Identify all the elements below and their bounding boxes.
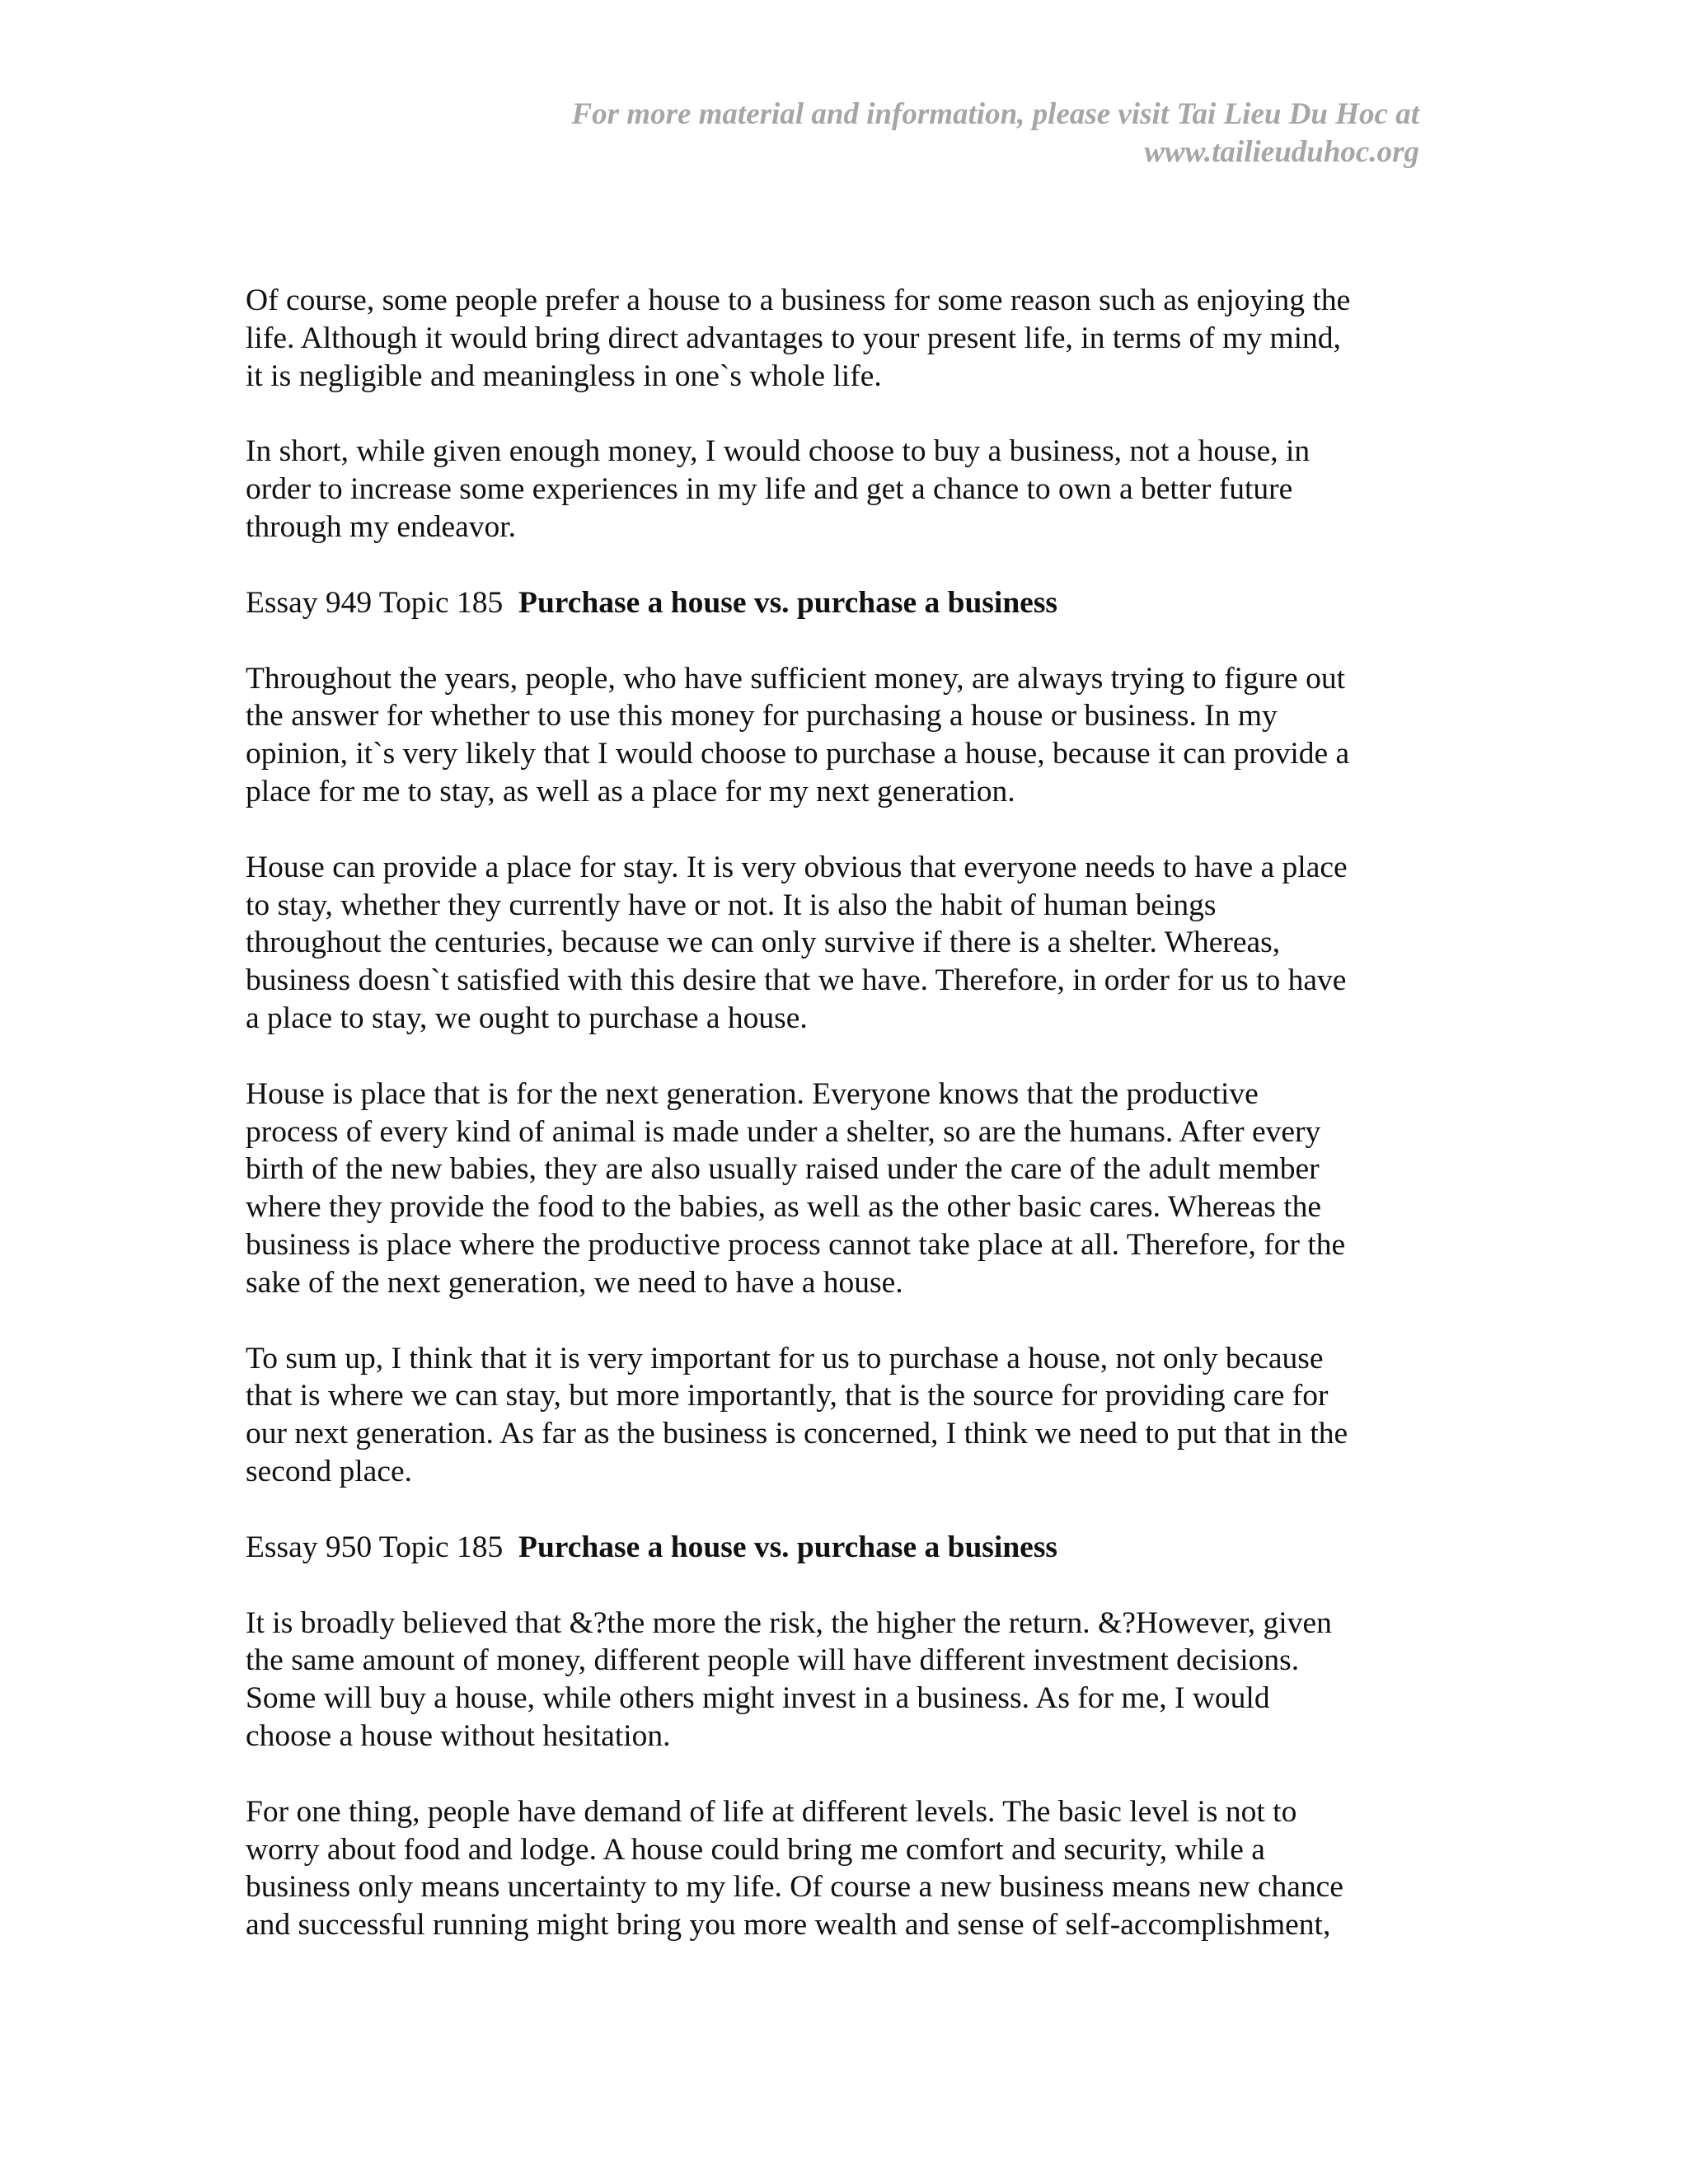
text-line: throughout the centuries, because we can only survive if there is a shelter. Whereas, [246,926,1281,960]
text-line: business is place where the productive process cannot take place at all. Therefore, for the [246,1227,1346,1262]
paragraph [246,282,1449,395]
text-line: and successful running might bring you more wealth and sense of self-accomplishment, [246,1908,1331,1943]
essay-heading [246,584,1449,622]
text-line: It is broadly believed that &?the more the risk, the higher the return. &?However, given [246,1605,1332,1640]
topic-title: Purchase a house vs. purchase a business [518,1530,1058,1564]
paragraph [246,1340,1449,1491]
text-line: life. Although it would bring direct advantages to your present life, in terms of my mind, [246,321,1341,355]
text-line: the same amount of money, different people will have different investment decisions. [246,1643,1300,1678]
text-line: House can provide a place for stay. It is very obvious that everyone needs to have a place [246,850,1348,884]
paragraph [246,1076,1449,1302]
text-line: process of every kind of animal is made under a shelter, so are the humans. After every [246,1114,1321,1149]
page-header [430,96,1419,171]
text-line: a place to stay, we ought to purchase a house. [246,1001,808,1035]
text-line: where they provide the food to the babies, as well as the other basic cares. Whereas the [246,1190,1322,1225]
document-body [246,282,1449,1982]
text-line: To sum up, I think that it is very important for us to purchase a house, not only because [246,1341,1324,1376]
text-line: birth of the new babies, they are also usually raised under the care of the adult member [246,1152,1320,1187]
text-line: Of course, some people prefer a house to a business for some reason such as enjoying the [246,284,1351,317]
essay-number: Essay 950 Topic 185 [246,1530,519,1564]
text-line: second place. [246,1454,412,1488]
text-line: Some will buy a house, while others might invest in a business. As for me, I would [246,1681,1270,1716]
text-line: order to increase some experiences in my life and get a chance to own a better future [246,472,1293,507]
text-line: business doesn`t satisfied with this desire that we have. Therefore, in order for us to have [246,963,1347,998]
text-line: it is negligible and meaningless in one`s whole life. [246,359,882,393]
paragraph [246,433,1449,546]
text-line: In short, while given enough money, I would choose to buy a business, not a house, in [246,434,1311,469]
text-line: choose a house without hesitation. [246,1718,671,1753]
text-line: through my endeavor. [246,509,517,544]
text-line: worry about food and lodge. A house could bring me comfort and security, while a [246,1832,1265,1867]
essay-number: Essay 949 Topic 185 [246,585,519,620]
paragraph [246,849,1449,1038]
text-line: that is where we can stay, but more importantly, that is the source for providing care for [246,1379,1329,1413]
text-line: place for me to stay, as well as a place for my next generation. [246,774,1015,808]
text-line: sake of the next generation, we need to have a house. [246,1265,903,1300]
text-line: business only means uncertainty to my life. Of course a new business means new chance [246,1870,1343,1905]
topic-title: Purchase a house vs. purchase a business [518,585,1058,620]
essay-heading [246,1529,1449,1567]
text-line: to stay, whether they currently have or not. It is also the habit of human beings [246,888,1217,922]
paragraph [246,660,1449,811]
header-line-2: www.tailieuduhoc.org [1144,135,1419,169]
text-line: For one thing, people have demand of life at different levels. The basic level is not to [246,1794,1297,1829]
text-line: Throughout the years, people, who have sufficient money, are always trying to figure out [246,661,1345,696]
text-line: opinion, it`s very likely that I would choose to purchase a house, because it can provide a [246,737,1350,771]
text-line: our next generation. As far as the business is concerned, I think we need to put that in the [246,1417,1348,1451]
text-line: House is place that is for the next generation. Everyone knows that the productive [246,1076,1259,1111]
paragraph [246,1793,1449,1944]
text-line: the answer for whether to use this money for purchasing a house or business. In my [246,699,1278,733]
header-line-1: For more material and information, please visit Tai Lieu Du Hoc at [571,97,1419,131]
paragraph [246,1605,1449,1755]
